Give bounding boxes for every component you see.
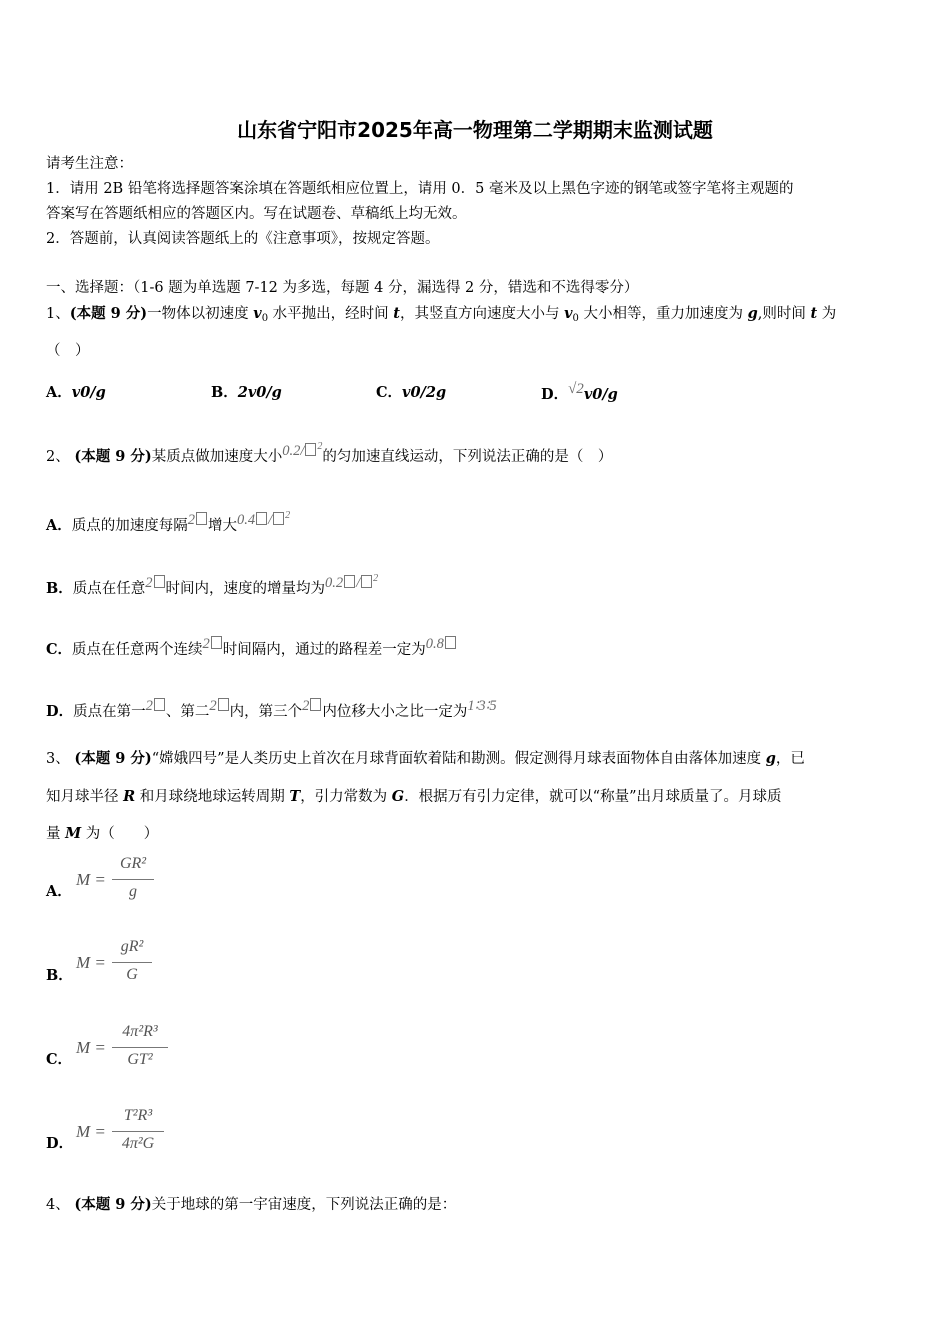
stem-text: 和月球绕地球运转周期 [135,789,290,805]
stem-text: ．根据万有引力定律，就可以“称量”出月球质量了。月球质 [404,789,782,805]
question-1-option-b[interactable] [211,381,282,402]
notice-line-1b: 答案写在答题纸相应的答题区内。写在试题卷、草稿纸上均无效。 [46,206,467,222]
sqrt-2: √2 [568,381,584,397]
option-label: C． [46,641,73,658]
stem-text: 量 [46,826,66,842]
stem-text: 水平抛出，经时间 [268,306,394,322]
question-3-option-a-label[interactable]: A． [46,883,72,900]
var-t: t [393,305,400,322]
notice-heading: 请考生注意： [46,156,133,172]
var-t: T [289,788,301,805]
unit-slash: / [356,575,361,591]
missing-glyph-icon [211,636,222,649]
question-3-stem-line-2 [46,785,782,806]
accel-value: 0.2 [325,575,344,591]
question-number: 3、 [46,751,70,767]
option-label: A． [46,384,72,401]
fraction-bar [112,962,152,963]
stem-text: ，其竖直方向速度大小与 [399,306,565,322]
formula-lhs: M = [76,953,106,972]
formula-numerator: T²R³ [123,1107,153,1124]
stem-text: “嫦娥四号”是人类历史上首次在月球背面软着陆和勘测。假定测得月球表面物体自由落体加速度 [151,751,766,767]
stem-text: 的匀加速直线运动，下列说法正确的是（ ） [322,449,613,465]
fraction-bar [112,879,154,880]
question-2-option-d[interactable] [46,698,497,721]
question-number: 2、 [46,449,70,465]
option-text: 增大 [208,518,238,534]
formula-numerator: GR² [119,855,147,872]
exponent: 2 [317,441,323,452]
var-sub: 0 [572,313,579,324]
missing-glyph-icon [154,575,165,588]
option-label: A． [46,517,72,534]
time-value: 2 [209,698,217,714]
missing-glyph-icon [273,512,284,525]
stem-text: 为（ ） [81,826,159,842]
ratio-value: 1∶3∶5 [467,698,497,714]
option-label: D． [46,703,74,720]
time-value: 2 [202,636,210,652]
option-text: 质点在第一 [73,704,146,720]
page-title: 山东省宁阳市2025年高一物理第二学期期末监测试题 [237,118,713,142]
missing-glyph-icon [361,575,372,588]
formula-denominator: GT² [127,1051,153,1068]
question-4-stem [46,1193,456,1214]
option-text: 时间隔内，通过的路程差一定为 [222,642,426,658]
question-score: (本题 9 分) [69,305,148,322]
formula-denominator: 4π²G [121,1135,155,1152]
var-g: g [747,305,758,322]
stem-text: ，已 [775,751,805,767]
question-3-option-d-formula [76,1107,164,1163]
missing-glyph-icon [154,698,165,711]
option-text: v0/g [71,384,106,401]
fraction-bar [112,1047,168,1048]
stem-text: ，引力常数为 [300,789,392,805]
option-text: 时间内，速度的增量均为 [165,581,326,597]
time-value: 2 [187,512,196,528]
missing-glyph-icon [445,636,456,649]
question-2-option-c[interactable] [46,636,457,659]
var-r: R [123,788,136,805]
stem-text: 关于地球的第一宇宙速度，下列说法正确的是： [151,1197,457,1213]
stem-text: 为 [817,306,837,322]
question-3-option-c-label[interactable]: C． [46,1051,73,1068]
distance-value: 0.8 [425,636,444,652]
question-1-option-d[interactable] [541,381,618,404]
stem-text: 知月球半径 [46,789,124,805]
option-text: 内，第三个 [229,704,303,720]
option-text: 质点在任意两个连续 [72,642,203,658]
question-number: 1、 [46,306,70,322]
option-text: 内位移大小之比一定为 [322,704,468,720]
missing-glyph-icon [218,698,229,711]
var-v: v [564,305,573,322]
question-number: 4、 [46,1197,70,1213]
missing-glyph-icon [344,575,355,588]
var-g-const: G [391,788,405,805]
question-2-stem [46,441,612,466]
question-3-stem-line-3 [46,822,158,843]
section-heading: 一、选择题：（1-6 题为单选题 7-12 为多选，每题 4 分，漏选得 2 分，错选和不选得零分） [46,280,639,296]
option-text: 、第二 [165,704,210,720]
var-sub: 0 [261,313,269,324]
var-m: M [65,825,82,842]
stem-text: ,则时间 [757,306,811,322]
formula-numerator: gR² [120,938,144,955]
formula-lhs: M = [76,870,106,889]
question-score: (本题 9 分) [74,1196,152,1213]
question-1-option-a[interactable] [46,381,106,402]
question-3-option-b-formula [76,938,152,994]
accel-value: 0.4 [237,512,256,528]
formula-denominator: G [126,966,138,983]
question-3-option-a-formula [76,855,154,911]
time-value: 2 [145,698,153,714]
option-label: B． [211,384,238,401]
exponent: 2 [285,510,291,521]
missing-glyph-icon [305,443,316,456]
question-1-stem [46,302,836,324]
option-label: D． [541,386,569,403]
question-score: (本题 9 分) [74,750,152,767]
var-v: v [253,305,262,322]
option-text: v0/2g [402,384,447,401]
question-1-paren: （ ） [46,343,90,359]
question-3-stem-line-1 [46,747,805,768]
time-value: 2 [145,575,153,591]
option-text: v0/g [583,386,618,403]
stem-text: 一物体以初速度 [147,306,254,322]
var-t: t [810,305,818,322]
option-text: 质点在任意 [72,581,146,597]
question-score: (本题 9 分) [74,448,152,465]
stem-text: 大小相等，重力加速度为 [578,306,748,322]
question-3-option-b-label[interactable]: B． [46,967,73,984]
question-3-option-c-formula [76,1023,168,1079]
formula-denominator: g [129,883,137,900]
question-2-option-a[interactable] [46,510,290,535]
question-3-option-d-label[interactable]: D． [46,1135,74,1152]
exponent: 2 [373,573,379,584]
unit-slash: / [268,512,273,528]
option-text: 质点的加速度每隔 [71,518,188,534]
option-label: C． [376,384,403,401]
formula-numerator: 4π²R³ [122,1023,158,1040]
formula-lhs: M = [76,1038,106,1057]
notice-line-1a: 1．请用 2B 铅笔将选择题答案涂填在答题纸相应位置上，请用 0．5 毫米及以上黑色字迹的钢笔或签字笔将主观题的 [46,181,794,197]
missing-glyph-icon [310,698,321,711]
formula-lhs: M = [76,1122,106,1141]
option-label: B． [46,580,73,597]
accel-value: 0.2 [282,443,301,459]
fraction-bar [112,1131,164,1132]
unit-slash: / [300,443,305,459]
option-text: 2v0/g [237,384,282,401]
question-1-option-c[interactable] [376,381,446,402]
question-2-option-b[interactable] [46,573,378,598]
missing-glyph-icon [196,512,207,525]
stem-text: 某质点做加速度大小 [151,449,283,465]
var-g: g [765,750,776,767]
time-value: 2 [302,698,310,714]
notice-line-2: 2．答题前，认真阅读答题纸上的《注意事项》，按规定答题。 [46,231,440,247]
missing-glyph-icon [256,512,267,525]
